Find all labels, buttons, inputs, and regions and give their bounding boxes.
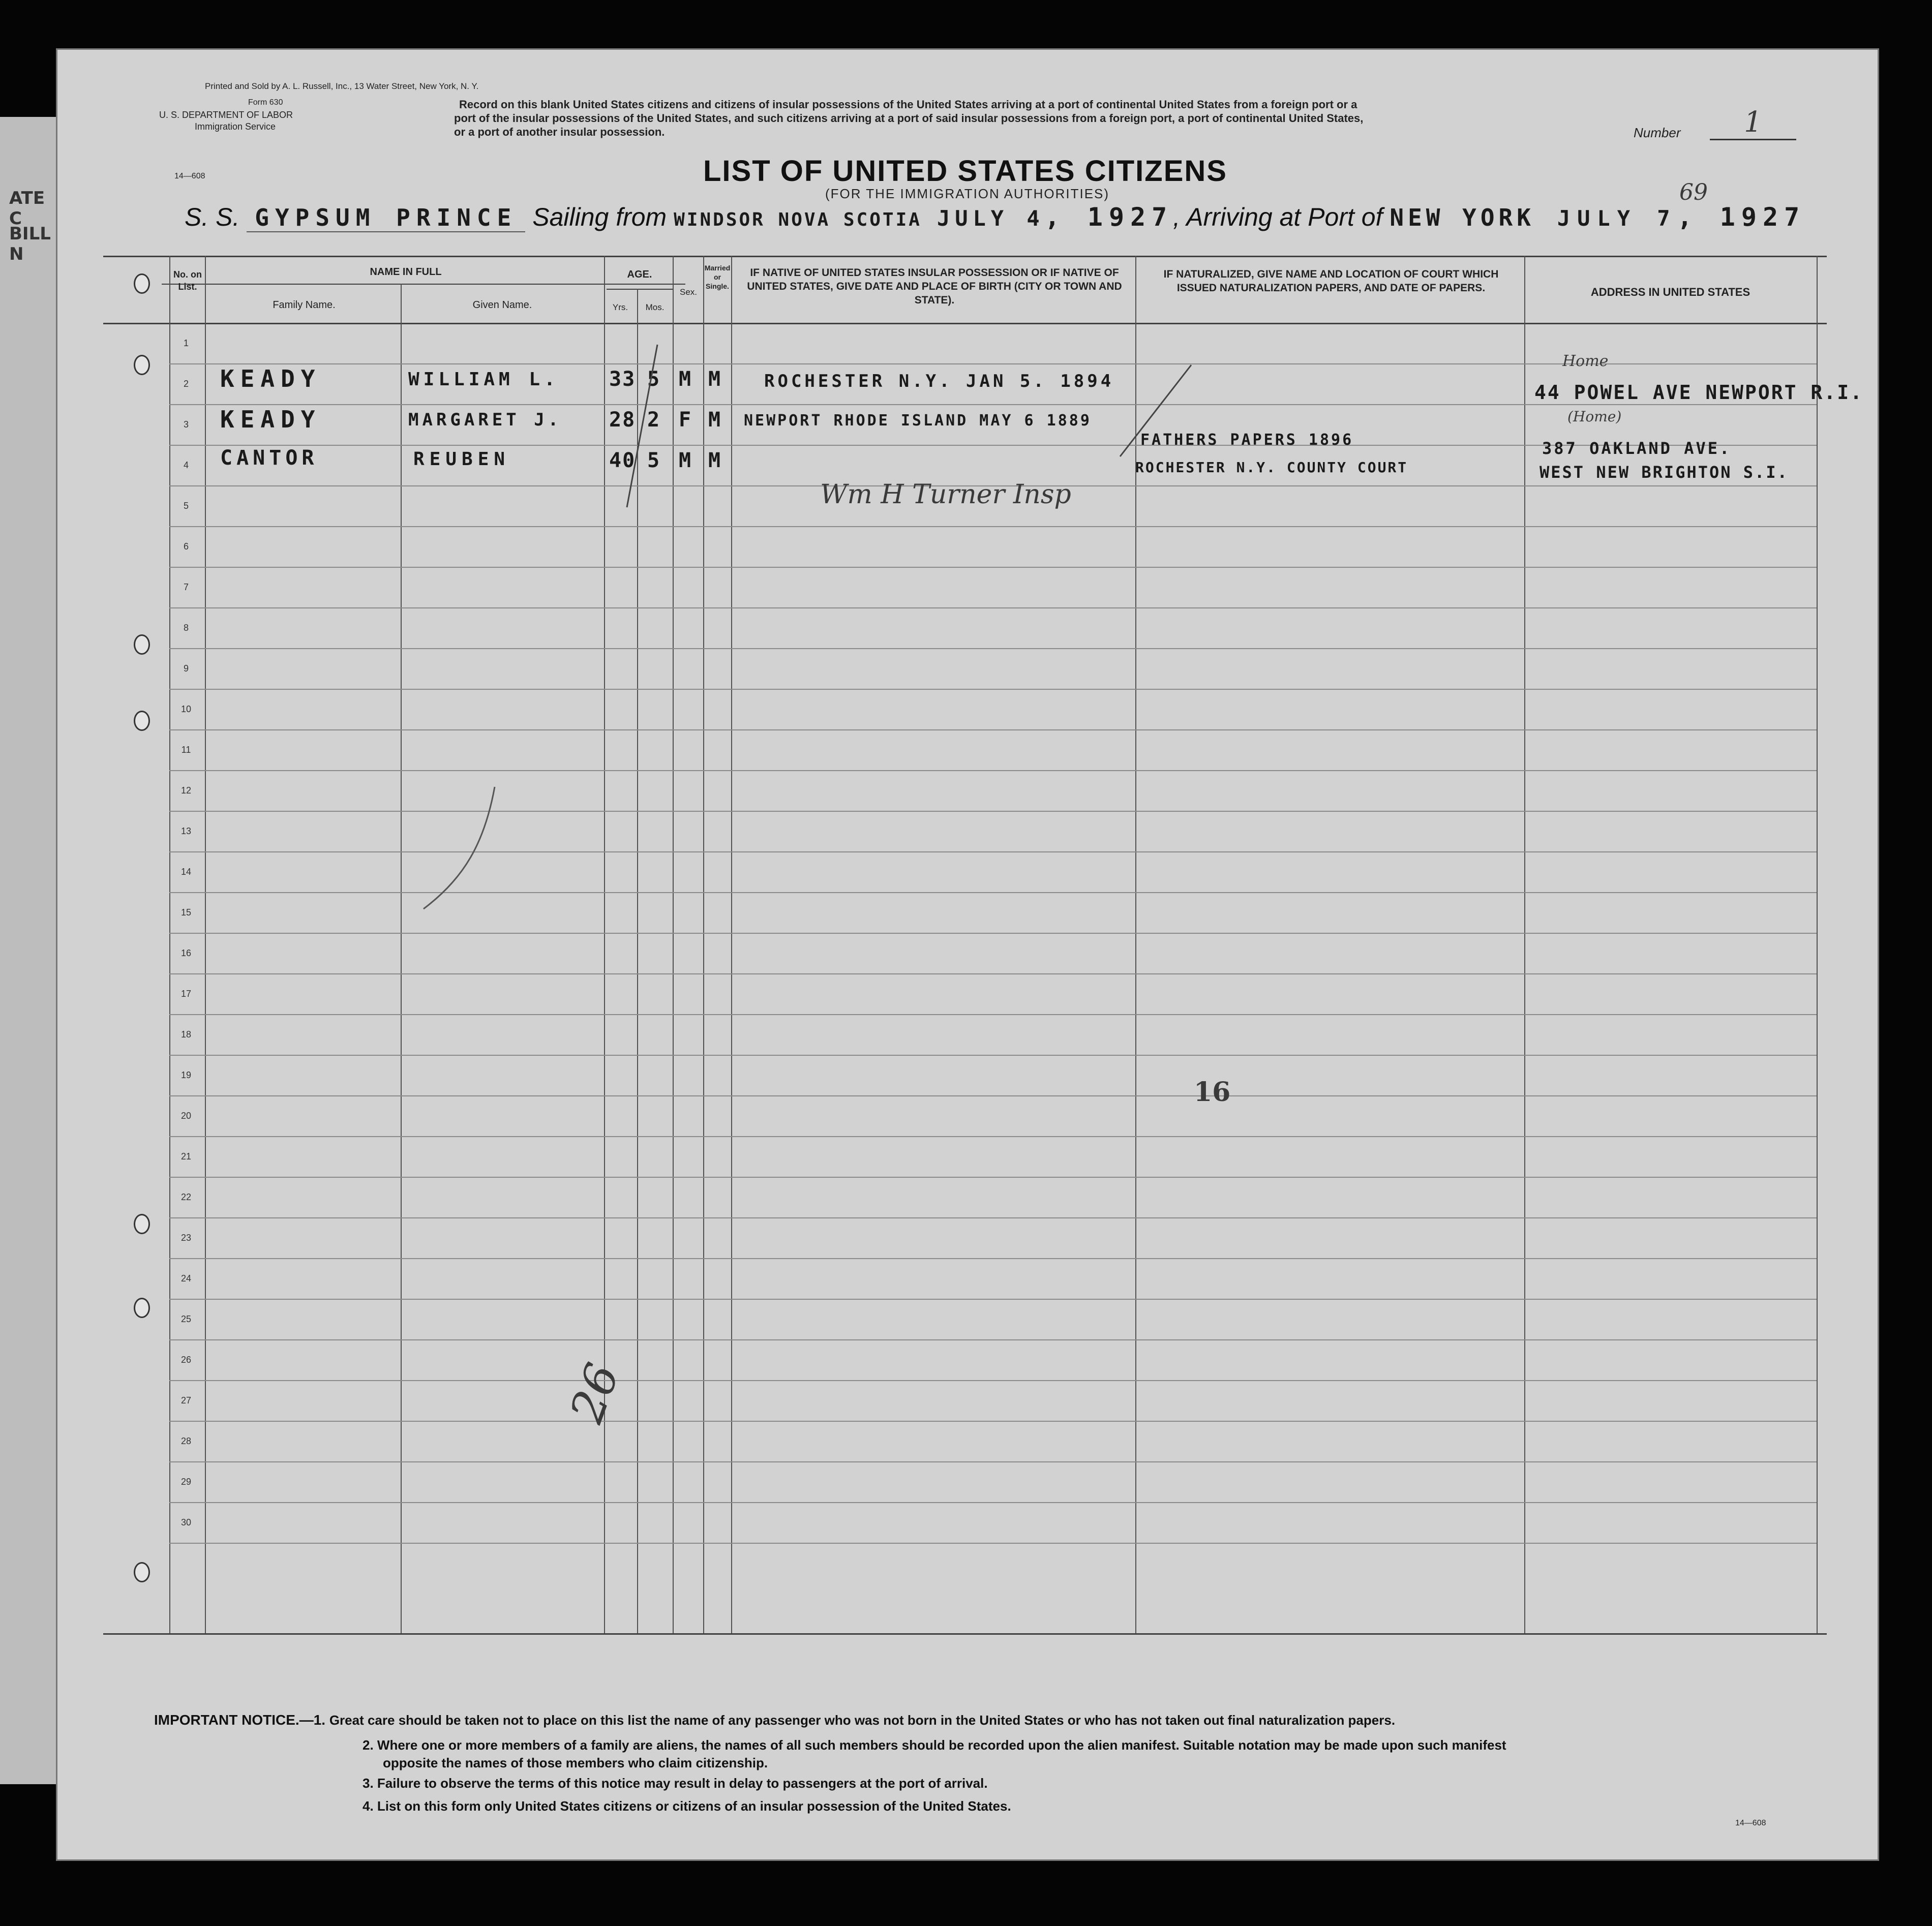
notice-number-3: 3. [363,1776,374,1791]
row-number: 25 [180,1314,192,1324]
sailing-label: Sailing from [532,203,667,231]
row2-birth: NEWPORT RHODE ISLAND MAY 6 1889 [744,412,1092,430]
col-header-married: Married or Single. [704,264,731,290]
notice-item-4 [363,1798,1011,1814]
arriving-label: , Arriving at Port of [1173,203,1383,231]
row-number: 14 [180,867,192,877]
arrive-year: , 1927 [1677,202,1806,232]
row-number: 19 [180,1070,192,1080]
row1-family: KEADY [220,365,321,392]
adjacent-page-edge [0,117,56,1784]
row-number: 2 [183,379,189,389]
row-number: 8 [183,623,189,633]
notice-text-2b: opposite the names of those members who claim citizenship. [383,1755,768,1770]
col-header-given: Given Name. [472,299,532,311]
row3-yrs: 40 [609,449,636,472]
col-header-no: No. on List. [173,269,202,292]
row3-address: 387 OAKLAND AVE. [1542,439,1732,458]
service: Immigration Service [195,121,276,132]
row3-mos: 5 [647,449,666,472]
page-subtitle: (FOR THE IMMIGRATION AUTHORITIES) [825,186,1110,201]
row2-married: M [708,408,727,432]
pen-stroke [627,345,657,507]
row1-married: M [708,368,727,391]
col-header-family: Family Name. [273,299,336,311]
row2-given: MARGARET J. [408,410,562,430]
row3-given: REUBEN [413,449,510,470]
form-number: Form 630 [248,98,283,107]
ship-name: GYPSUM PRINCE [247,204,525,232]
row3-family: CANTOR [220,446,318,470]
ss-label: S. S. [185,203,240,231]
row2-family: KEADY [220,406,321,433]
row-number: 4 [183,460,189,470]
notice-item-2 [363,1737,1506,1753]
number-label: Number [1634,125,1681,140]
note-home-2: (Home) [1567,408,1622,425]
note-home-1: Home [1562,352,1609,370]
row-number: 24 [180,1273,192,1283]
margin-note: 26 [560,1356,630,1430]
notice-text-1: Great care should be taken not to place on this list the name of any passenger who was not born in the United States or who has not taken out final naturalization papers. [329,1713,1396,1728]
col-header-age: AGE. [627,269,652,280]
row-number: 7 [183,582,189,592]
stamp-number: 69 [1679,179,1708,205]
notice-item-3 [363,1776,988,1791]
depart-date: JULY 4 [937,206,1045,231]
row-number: 26 [180,1355,192,1365]
row-number: 5 [183,501,189,511]
row-number: 12 [180,785,192,796]
row-number: 21 [180,1151,192,1161]
row1-given: WILLIAM L. [408,369,559,390]
row-number: 18 [180,1029,192,1040]
handwritten-16: 16 [1194,1077,1231,1108]
row-number: 23 [180,1233,192,1243]
row3-sex: M [679,449,698,472]
edge-text-1: ATE C [9,188,45,229]
notice-number-2: 2. [363,1737,374,1753]
row-number: 27 [180,1395,192,1405]
row-number: 10 [180,704,192,714]
col-header-sex: Sex. [679,287,698,297]
col-header-birth: IF NATIVE OF UNITED STATES INSULAR POSSESSION OR IF NATIVE OF UNITED STATES, GIVE DATE AND PLACE OF BIRTH (CITY OR TOWN AND STATE). [747,267,1122,306]
row1-address: 44 POWEL AVE NEWPORT R.I. [1534,381,1863,404]
row2-mos: 2 [647,408,666,432]
record-line-1: Record on this blank United States citizens and citizens of insular possessions of the United States arriving at a port of continental United States from a foreign port or a [459,98,1357,111]
col-header-name-in-full: NAME IN FULL [370,266,442,278]
printer-credit: Printed and Sold by A. L. Russell, Inc., 13 Water Street, New York, N. Y. [205,81,479,91]
row4-address: WEST NEW BRIGHTON S.I. [1539,463,1789,482]
row1-birth: ROCHESTER N.Y. JAN 5. 1894 [764,371,1114,391]
pen-stroke [424,787,495,909]
row-number: 16 [180,948,192,958]
pen-stroke [1120,365,1191,456]
notice-item-1 [154,1712,1395,1728]
inspector-signature: Wm H Turner Insp [820,479,1071,510]
row-number: 9 [183,663,189,674]
department: U. S. DEPARTMENT OF LABOR [159,110,293,120]
row-number: 1 [183,338,189,348]
row-number: 15 [180,907,192,918]
row-number: 28 [180,1436,192,1446]
row-number: 3 [183,419,189,430]
row-number: 29 [180,1477,192,1487]
col-header-mos: Mos. [645,302,665,312]
sailing-from: WINDSOR NOVA SCOTIA [674,209,922,230]
row-number: 17 [180,989,192,999]
row-number: 11 [181,745,191,755]
footer-form-code: 14—608 [1735,1819,1766,1827]
row1-sex: M [679,368,698,391]
row-number: 30 [180,1517,192,1527]
col-header-naturalized: IF NATURALIZED, GIVE NAME AND LOCATION OF COURT WHICH ISSUED NATURALIZATION PAPERS, AND DATE OF PAPERS. [1163,268,1499,294]
row3-naturalization: FATHERS PAPERS 1896 [1140,431,1354,449]
form-code: 14—608 [174,172,205,180]
row2-yrs: 28 [609,408,636,432]
row-number: 13 [180,826,192,836]
record-line-3: or a port of another insular possession. [454,126,665,138]
edge-text-2: BILL N [9,224,51,264]
notice-text-4: List on this form only United States citizens or citizens of an insular possession of the United States. [377,1798,1011,1814]
pen-strokes [57,50,1878,1859]
record-line-2: port of the insular possessions of the United States, and such citizens arriving at a port of said insular possessions from a foreign port, a port of continental United States, [454,112,1364,125]
row3-married: M [708,449,727,472]
arrive-date: JULY 7 [1557,206,1677,231]
arrival-port: NEW YORK [1390,204,1535,231]
row1-mos: 5 [647,368,666,391]
col-header-address: ADDRESS IN UNITED STATES [1590,286,1750,298]
page-title: LIST OF UNITED STATES CITIZENS [703,155,1227,188]
row-number: 22 [180,1192,192,1202]
notice-text-3: Failure to observe the terms of this notice may result in delay to passengers at the port of arrival. [377,1776,988,1791]
col-header-yrs: Yrs. [612,302,628,312]
depart-year: , 1927 [1044,202,1173,232]
row2-sex: F [679,408,698,432]
notice-text-2a: Where one or more members of a family are aliens, the names of all such members should be recorded upon the alien manifest. Suitable notation may be made upon such manifest [377,1737,1506,1753]
row1-yrs: 33 [609,368,636,391]
number-value: 1 [1710,106,1796,140]
row-number: 20 [180,1111,192,1121]
manifest-page [56,48,1879,1861]
notice-heading: IMPORTANT NOTICE.—1. [154,1712,326,1728]
row-number: 6 [183,541,189,552]
row4-naturalization: ROCHESTER N.Y. COUNTY COURT [1135,459,1408,476]
notice-number-4: 4. [363,1798,374,1814]
